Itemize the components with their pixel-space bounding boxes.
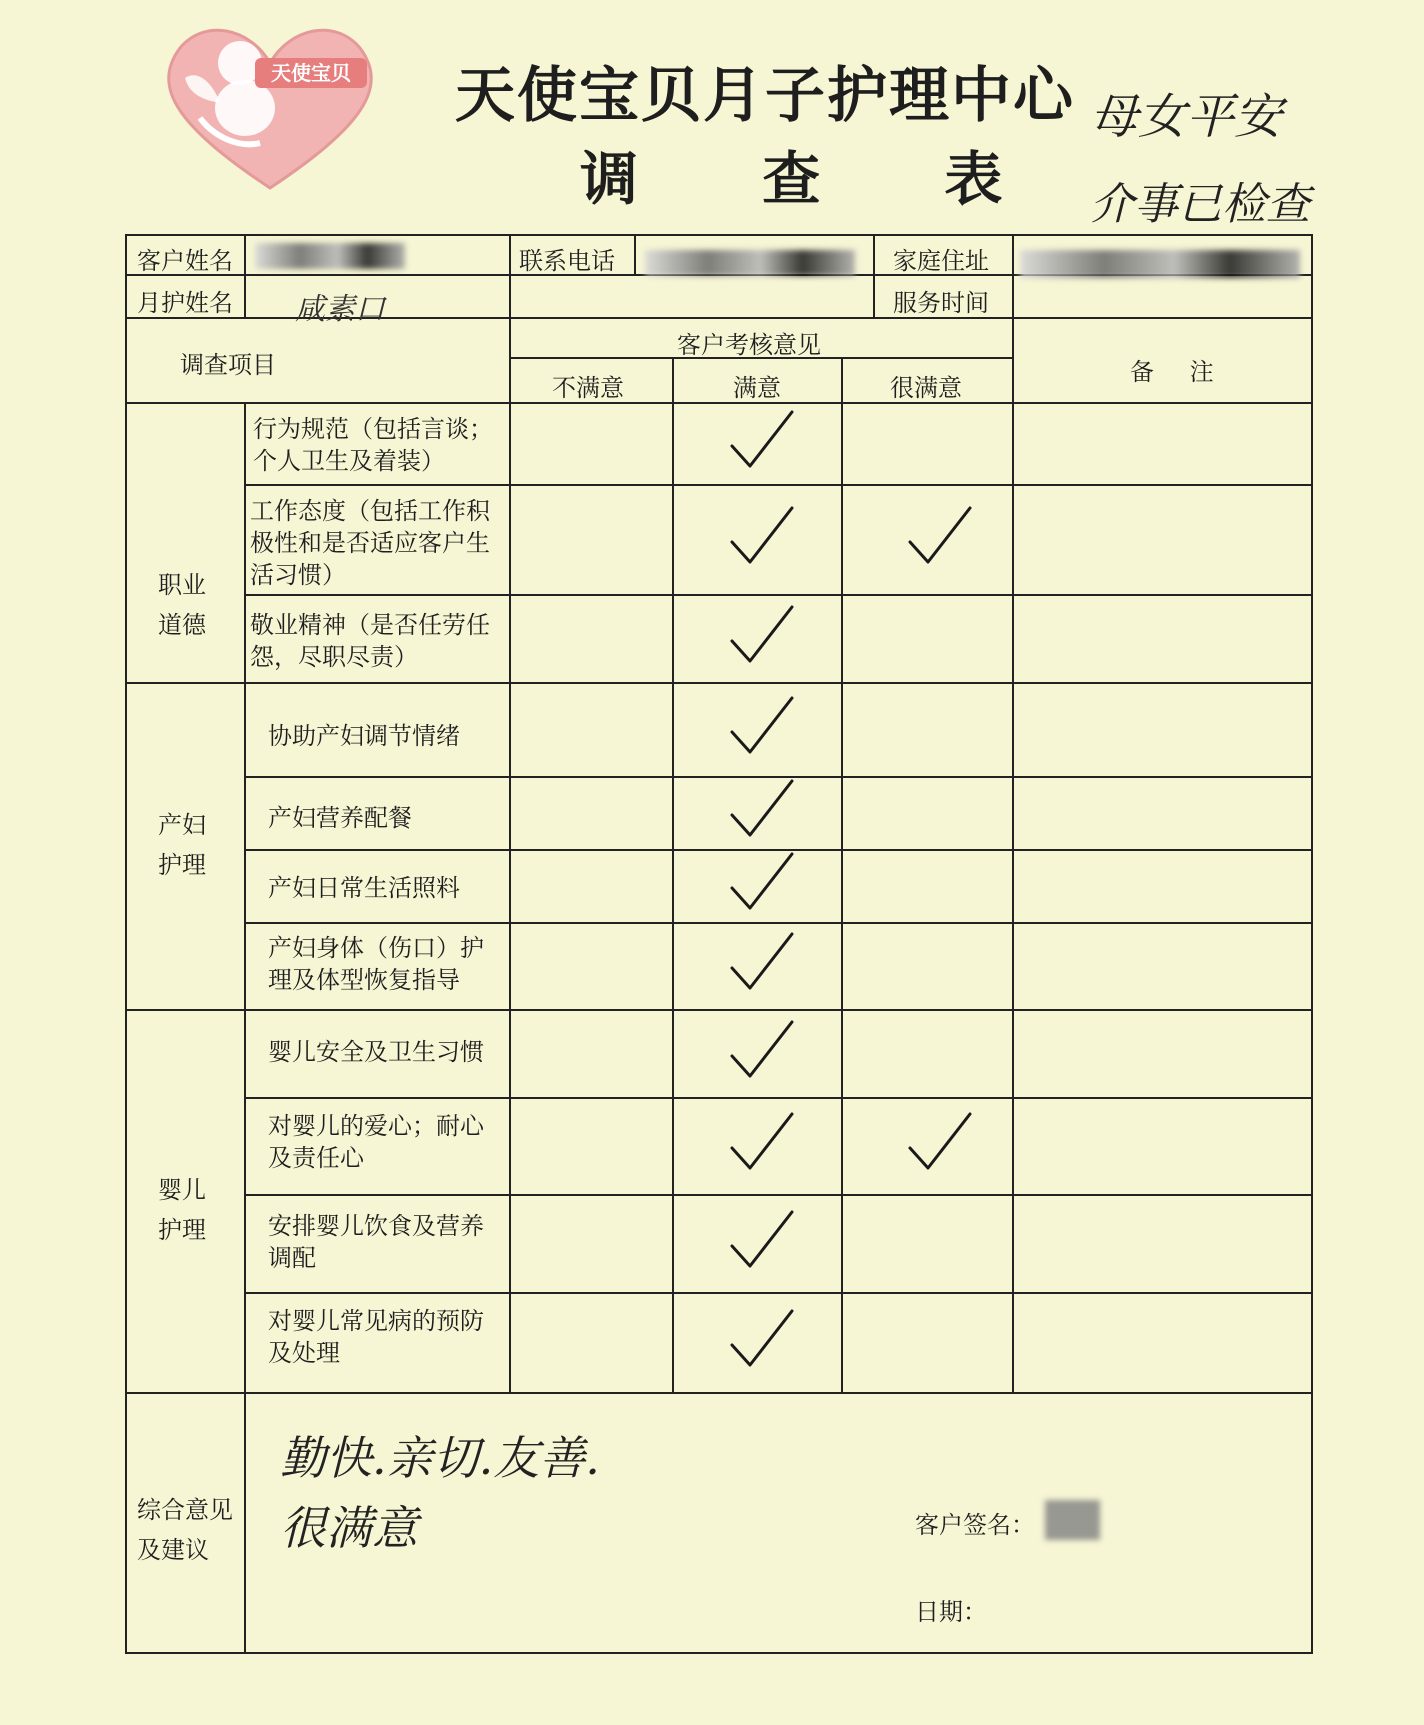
checkmark-very-satisfied: [910, 1114, 970, 1168]
comments-label-1: 综合意见: [137, 1496, 233, 1524]
checkmark-very-satisfied: [910, 508, 970, 562]
comments-label-2: 及建议: [137, 1536, 209, 1564]
checkmark-satisfied: [732, 508, 792, 562]
comment-handwritten-2: 很满意: [280, 1501, 418, 1555]
handwritten-note-2: 介事已检查: [1090, 179, 1310, 230]
checkmark-satisfied: [732, 854, 792, 908]
signature-redacted: [1045, 1500, 1100, 1540]
form-subtitle: 调 查 表: [580, 145, 1055, 213]
checkmark-satisfied: [732, 934, 792, 988]
checkmark-satisfied: [732, 607, 792, 661]
opinion-label: 客户考核意见: [677, 331, 821, 359]
item-infant-safety: 婴儿安全及卫生习惯: [268, 1038, 484, 1066]
checkmark-satisfied: [732, 698, 792, 752]
group-maternal-label-1: 产妇: [158, 811, 206, 839]
service-time-label: 服务时间: [893, 289, 989, 317]
date-label: 日期：: [915, 1598, 987, 1626]
checkmark-satisfied: [732, 1212, 792, 1266]
checkmark-satisfied: [732, 1022, 792, 1076]
group-maternal-label-2: 护理: [158, 851, 206, 879]
checkmark-satisfied: [732, 781, 792, 835]
phone-label: 联系电话: [519, 247, 615, 275]
checkmark-satisfied: [732, 1114, 792, 1168]
address-label: 家庭住址: [893, 247, 989, 275]
item-behavior: 行为规范（包括言谈；个人卫生及着装）: [253, 415, 493, 475]
col-satisfied: 满意: [733, 374, 781, 402]
checkmark-satisfied: [732, 1311, 792, 1365]
col-unsatisfied: 不满意: [552, 374, 624, 402]
remark-label: 备 注: [1130, 358, 1228, 386]
form-title: 天使宝贝月子护理中心: [455, 61, 1075, 131]
group-ethics-label-1: 职业: [158, 571, 206, 599]
item-dedication: 敬业精神（是否任劳任怨，尽职尽责）: [250, 611, 490, 671]
item-infant-diet: 安排婴儿饮食及营养调配: [268, 1212, 484, 1272]
item-daily-care: 产妇日常生活照料: [268, 874, 460, 902]
col-very-satisfied: 很满意: [890, 374, 962, 402]
item-emotion: 协助产妇调节情绪: [268, 722, 460, 750]
client-name-label: 客户姓名: [137, 247, 233, 275]
item-nutrition: 产妇营养配餐: [268, 804, 412, 832]
comment-handwritten-1: 勤快.亲切.友善.: [280, 1431, 600, 1485]
item-attitude: 工作态度（包括工作积极性和是否适应客户生活习惯）: [250, 497, 490, 589]
survey-item-label: 调查项目: [180, 351, 276, 379]
logo-text: 天使宝贝: [271, 61, 351, 85]
item-recovery: 产妇身体（伤口）护理及体型恢复指导: [268, 934, 484, 994]
group-infant-label-2: 护理: [158, 1216, 206, 1244]
signature-label: 客户签名：: [915, 1511, 1035, 1539]
nurse-name-label: 月护姓名: [137, 289, 233, 317]
item-infant-love: 对婴儿的爱心；耐心及责任心: [268, 1112, 484, 1172]
item-infant-disease: 对婴儿常见病的预防及处理: [268, 1307, 484, 1367]
group-ethics-label-2: 道德: [158, 611, 206, 639]
nurse-name-value: 咸素口: [295, 292, 385, 327]
checkmark-satisfied: [732, 412, 792, 466]
group-infant-label-1: 婴儿: [158, 1176, 206, 1204]
handwritten-note-1: 母女平安: [1090, 89, 1283, 145]
